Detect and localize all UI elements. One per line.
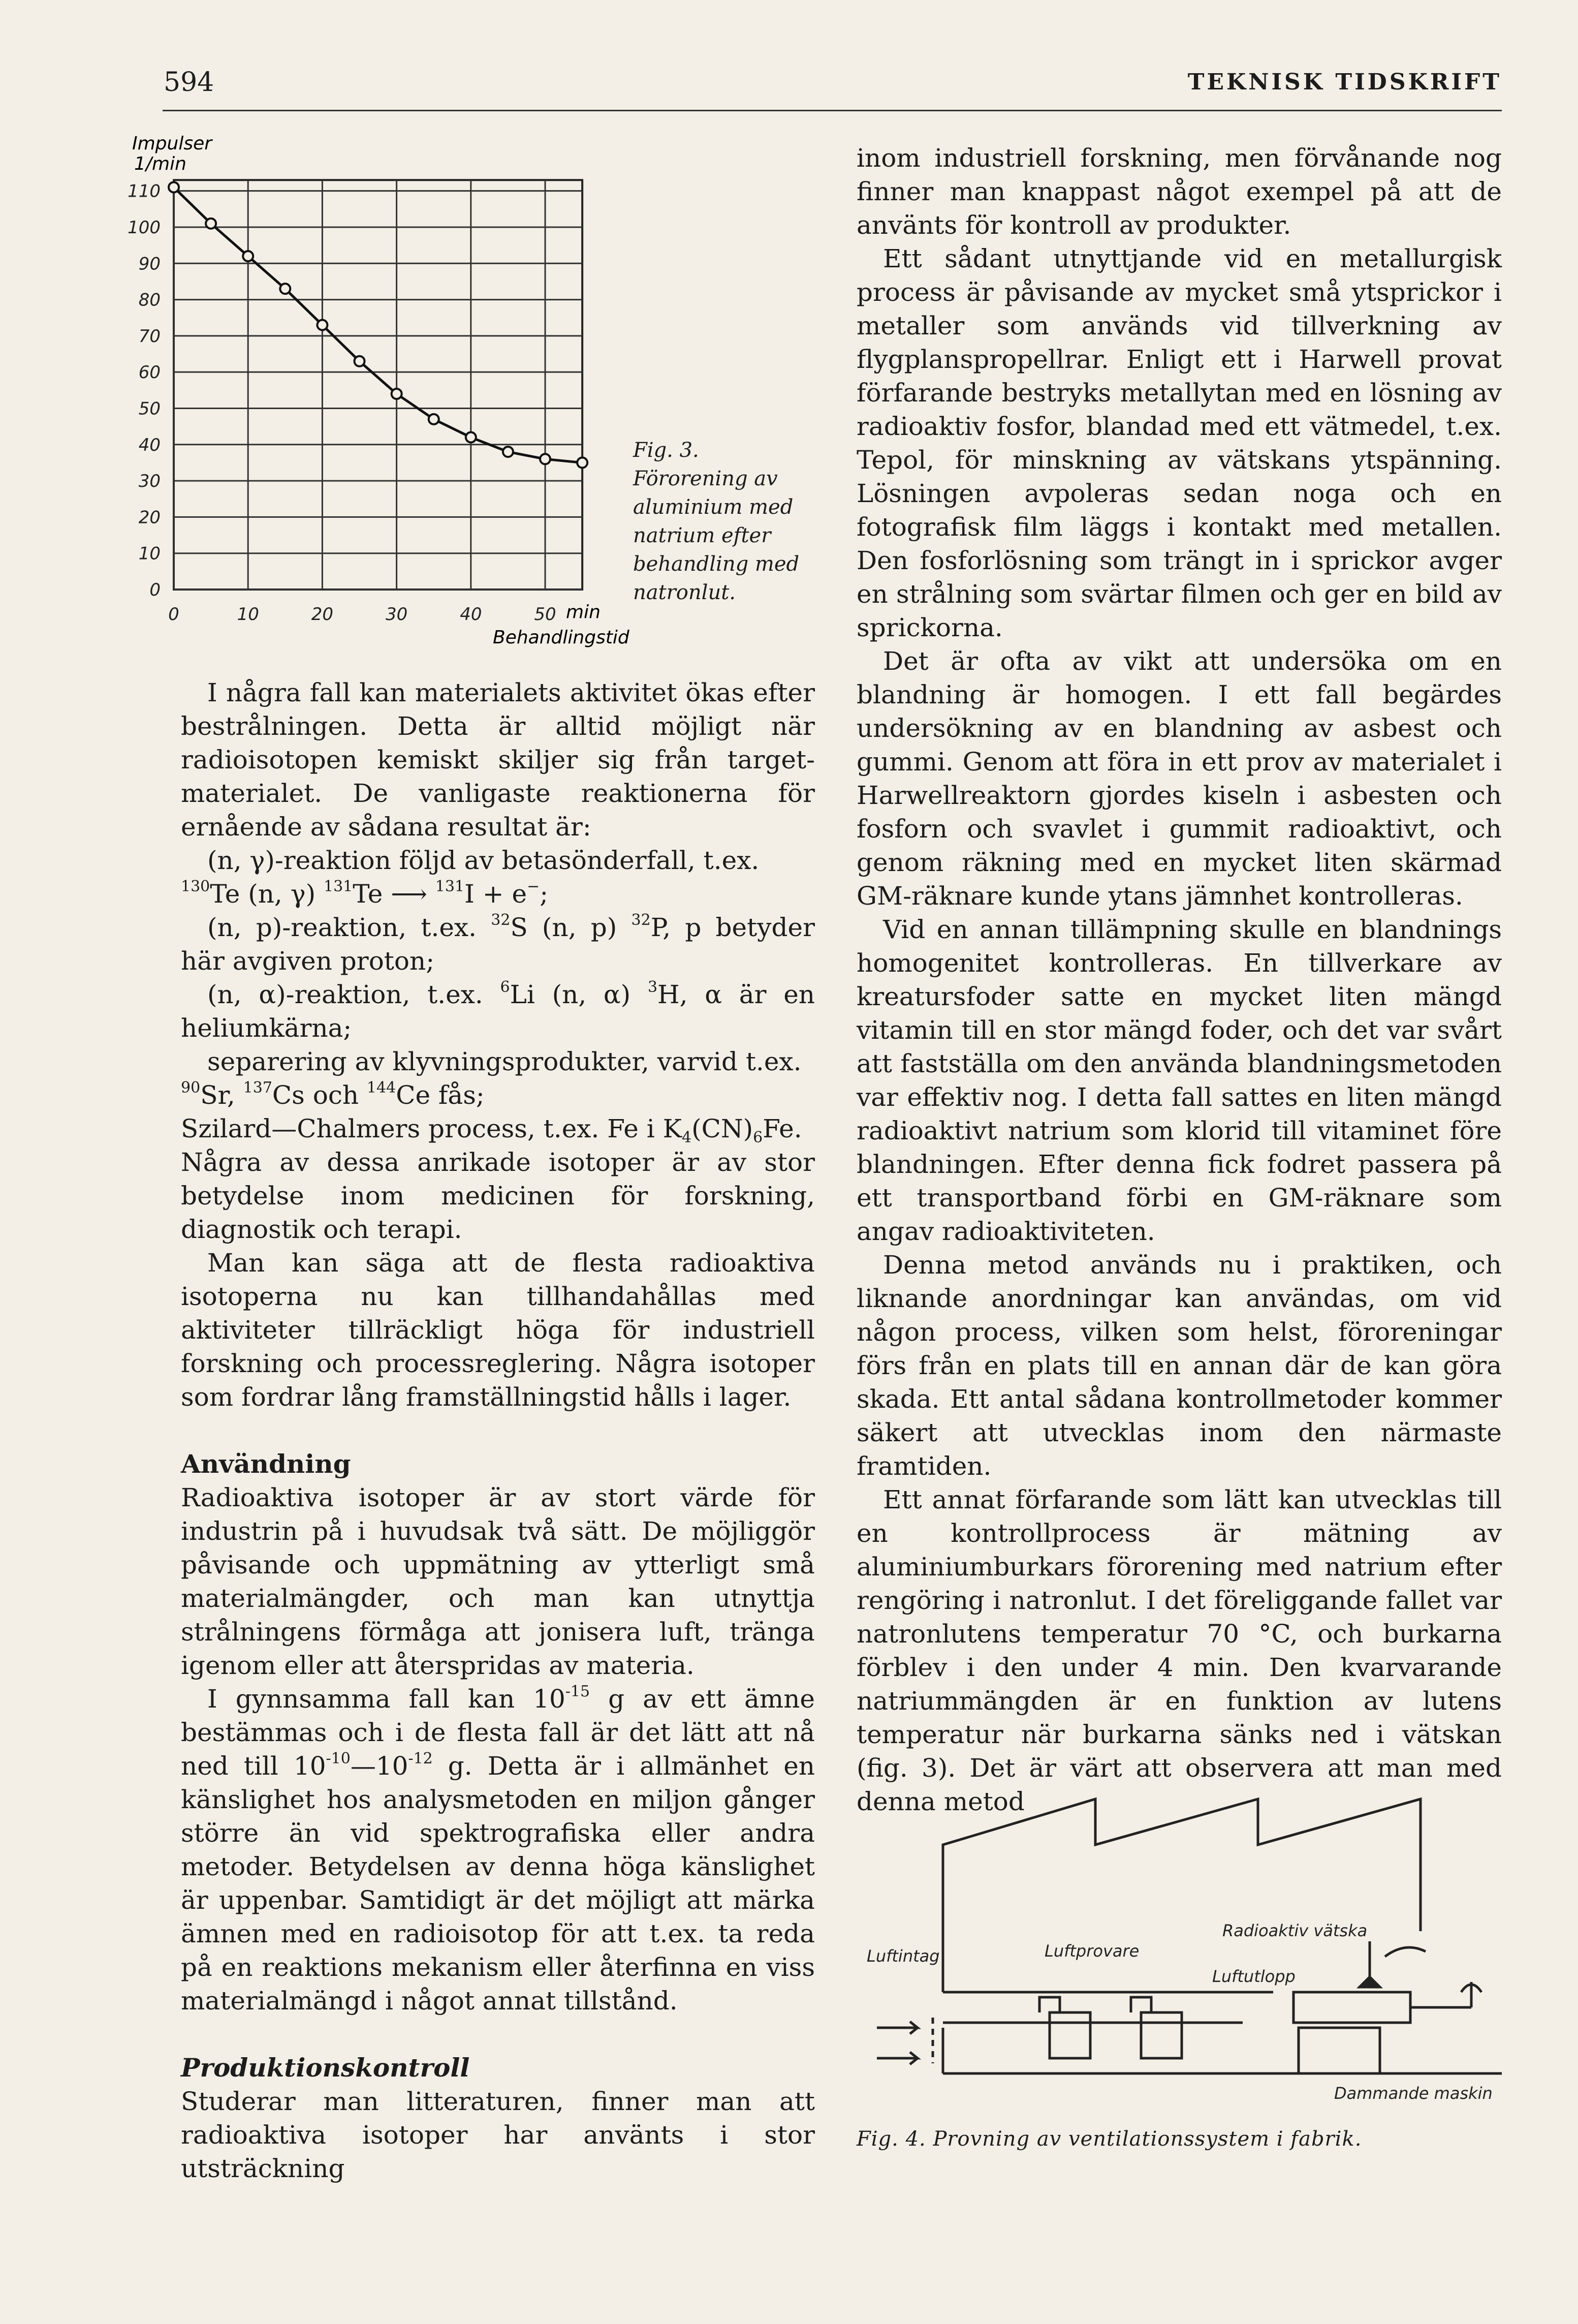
reaction-1-formula: $^{130}$Te (n, γ) $^{131}$Te ⟶ $^{131}$I + e−;	[181, 878, 549, 909]
y-tick-label: 110	[128, 181, 161, 202]
reaction-5: Szilard—Chalmers process, t.ex. Fe i $K_4(CN)_6Fe$.	[181, 1114, 802, 1146]
data-point	[503, 447, 513, 457]
left-column	[181, 676, 815, 2185]
y-tick-label: 100	[128, 217, 161, 238]
data-point	[392, 389, 402, 399]
reaction-1: (n, γ)-reaktion följd av betasönderfall, t.ex.	[207, 846, 760, 875]
y-tick-label: 20	[138, 507, 161, 528]
series-line	[174, 188, 582, 463]
label-luftprovare: Luftprovare	[1045, 1941, 1140, 1961]
label-luftintag: Luftintag	[867, 1946, 940, 1966]
data-point	[317, 320, 327, 330]
y-axis-unit: 1/min	[134, 153, 186, 174]
y-tick-label: 50	[138, 398, 161, 419]
chart-series	[169, 182, 587, 468]
x-tick-label: 50	[534, 604, 556, 625]
dusty-machine	[1299, 2028, 1380, 2073]
paragraph: Denna metod används nu i praktiken, och liknande anordningar kan användas, om vid någon process, vilken som helst, föroreningar förs från en plats till en annan där de kan göra skada. Ett antal sådana kontrollmetoder kommer säkert att utvecklas inom den närmaste framtiden.	[857, 1250, 1502, 1481]
air-sampler-2	[1141, 2012, 1182, 2058]
y-tick-label: 70	[138, 326, 161, 347]
factory-roof	[943, 1799, 1421, 1992]
y-tick-label: 30	[138, 471, 161, 492]
chart-ticks	[128, 181, 556, 625]
paragraph: Radioaktiva isotoper är av stort värde för industrin på i huvudsak två sätt. De möjliggör påvisande och uppmätning av ytterligt små materialmängder, och man kan utnyttja strålningens förmåga att jonisera luft, tränga igenom eller att återspridas av materia.	[181, 1483, 815, 1680]
header-rule	[163, 110, 1502, 111]
data-point	[429, 414, 439, 424]
paragraph: I gynnsamma fall kan $10^{-15}$ g av ett ämne bestämmas och i de flesta fall är det lätt att nå ned till $10^{-10}—10^{-12}$ g. Detta är i allmänhet en känslighet hos analysmetoden en miljon gånger större än vid spektrografiska eller andra metoder. Betydelsen av denna höga känslighet är uppenbar. Samtidigt är det möjligt att märka ämnen med en radioisotop för att t.ex. ta reda på en reaktions mekanism eller återfinna en viss materialmängd i något annat tillstånd.	[181, 1683, 815, 2016]
label-radioaktiv: Radioaktiv vätska	[1222, 1921, 1368, 1940]
fig4-caption: Fig. 4. Provning av ventilationssystem i fabrik.	[857, 2127, 1362, 2151]
section-heading: Användning	[181, 1449, 351, 1479]
label-dammande: Dammande maskin	[1334, 2084, 1493, 2103]
y-tick-label: 40	[138, 435, 161, 455]
data-point	[540, 454, 550, 464]
chart-grid	[174, 180, 582, 590]
paragraph: Ett sådant utnyttjande vid en metallurgisk process är påvisande av mycket små ytsprickor i metaller som används vid tillverkning av flygplanspropellrar. Enligt ett i Harwell provat förfarande bestryks metallytan med en lösning av radioaktiv fosfor, blandad med ett vätmedel, t.ex. Tepol, för minskning av vätskans ytspänning. Lösningen avpoleras sedan noga och en fotografisk film läggs i kontakt med metallen. Den fosforlösning som trängt in i sprickor avger en strålning som svärtar filmen och ger en bild av sprickorna.	[857, 244, 1502, 642]
paragraph: Studerar man litteraturen, finner man att radioaktiva isotoper har använts i stor utsträckning	[181, 2087, 815, 2183]
x-tick-label: 40	[460, 604, 482, 625]
y-tick-label: 60	[138, 362, 161, 383]
x-tick-label: 10	[237, 604, 259, 625]
data-point	[169, 182, 179, 193]
paragraph: Ett annat förfarande som lätt kan utvecklas till en kontrollprocess är mätning av aluminiumburkars förorening med natrium efter rengöring i natronlut. I det föreliggande fallet var natronlutens temperatur 70 °C, och burkarna förblev i den under 4 min. Den kvarvarande natriummängden är en funktion av lutens temperatur när burkarna sänks ned i vätskan (fig. 3). Det är värt att observera att man med denna metod	[857, 1485, 1502, 1816]
data-point	[280, 284, 290, 294]
liquid-drip	[1360, 1977, 1380, 1987]
duct-pipe	[1293, 1992, 1410, 2023]
fig4-diagram	[857, 1789, 1502, 2104]
journal-title: TEKNISK TIDSKRIFT	[1187, 69, 1502, 95]
data-point	[206, 219, 216, 229]
data-point	[466, 432, 476, 443]
x-tick-label: 20	[311, 604, 334, 625]
section-heading: Produktionskontroll	[181, 2053, 470, 2083]
page-number: 594	[164, 67, 214, 98]
paragraph: Det är ofta av vikt att undersöka om en blandning är homogen. I ett fall begärdes undersökning av en blandning av asbest och gummi. Genom att föra in ett prov av materialet i Harwellreaktorn gjordes kiseln i asbesten och fosforn och svavlet i gummit radioaktivt, och genom räkning med en mycket liten skärmad GM-räknare kunde ytans jämnhet kontrolleras.	[857, 646, 1502, 911]
reaction-4: separering av klyvningsprodukter, varvid t.ex.	[207, 1047, 802, 1076]
label-luftutlopp: Luftutlopp	[1212, 1967, 1296, 1986]
paragraph: I några fall kan materialets aktivitet ökas efter bestrålningen. Detta är alltid möjligt när radioisotopen kemiskt skiljer sig från target-materialet. De vanligaste reaktionerna för ernående av sådana resultat är:	[181, 678, 815, 842]
reaction-3: (n, α)-reaktion, t.ex. $^6$Li (n, α) $^3$H, α är en heliumkärna;	[181, 978, 815, 1043]
inlet-arrow	[877, 2022, 918, 2034]
paragraph: Man kan säga att de flesta radioaktiva isotoperna nu kan tillhandahållas med aktiviteter tillräckligt höga för industriell forskning och processreglering. Några isotoper som fordrar lång framställningstid hålls i lager.	[181, 1248, 815, 1412]
data-point	[355, 356, 365, 366]
plot-frame	[174, 180, 582, 590]
x-tick-label: 0	[168, 604, 179, 625]
y-tick-label: 0	[149, 580, 161, 600]
paragraph: Vid en annan tillämpning skulle en blandnings homogenitet kontrolleras. En tillverkare av kreatursfoder satte en mycket liten mängd vitamin till en stor mängd foder, och det var svårt att fastställa om den använda blandningsmetoden var effektiv nog. I detta fall sattes en liten mängd radioaktivt natrium som klorid till vitaminet före blandningen. Efter denna fick fodret passera på ett transportband förbi en GM-räknare som angav radioaktiviteten.	[857, 915, 1502, 1246]
right-column	[857, 141, 1502, 1818]
air-sampler-1	[1050, 2012, 1090, 2058]
fig3-chart	[117, 117, 635, 656]
y-axis-label: Impulser	[132, 133, 212, 154]
x-axis-unit: min	[566, 602, 601, 623]
y-tick-label: 10	[138, 543, 161, 564]
y-tick-label: 90	[138, 254, 161, 274]
x-axis-label: Behandlingstid	[493, 627, 629, 648]
fig3-caption: Fig. 3. Förorening av aluminium med natrium efter behandling med natronlut.	[633, 439, 800, 604]
paragraph: inom industriell forskning, men förvånande nog finner man knappast något exempel på att de använts för kontroll av produkter.	[857, 143, 1502, 240]
reaction-4-formula: $^{90}$Sr, $^{137}$Cs och $^{144}$Ce fås;	[181, 1079, 485, 1110]
data-point	[243, 251, 253, 261]
data-point	[577, 457, 587, 468]
x-tick-label: 30	[385, 604, 408, 625]
paragraph: Några av dessa anrikade isotoper är av stor betydelse inom medicinen för forskning, diagnostik och terapi.	[181, 1148, 815, 1244]
y-tick-label: 80	[138, 290, 161, 311]
reaction-2: (n, p)-reaktion, t.ex. $^{32}$S (n, p) $^{32}$P, p betyder här avgiven proton;	[181, 911, 815, 976]
